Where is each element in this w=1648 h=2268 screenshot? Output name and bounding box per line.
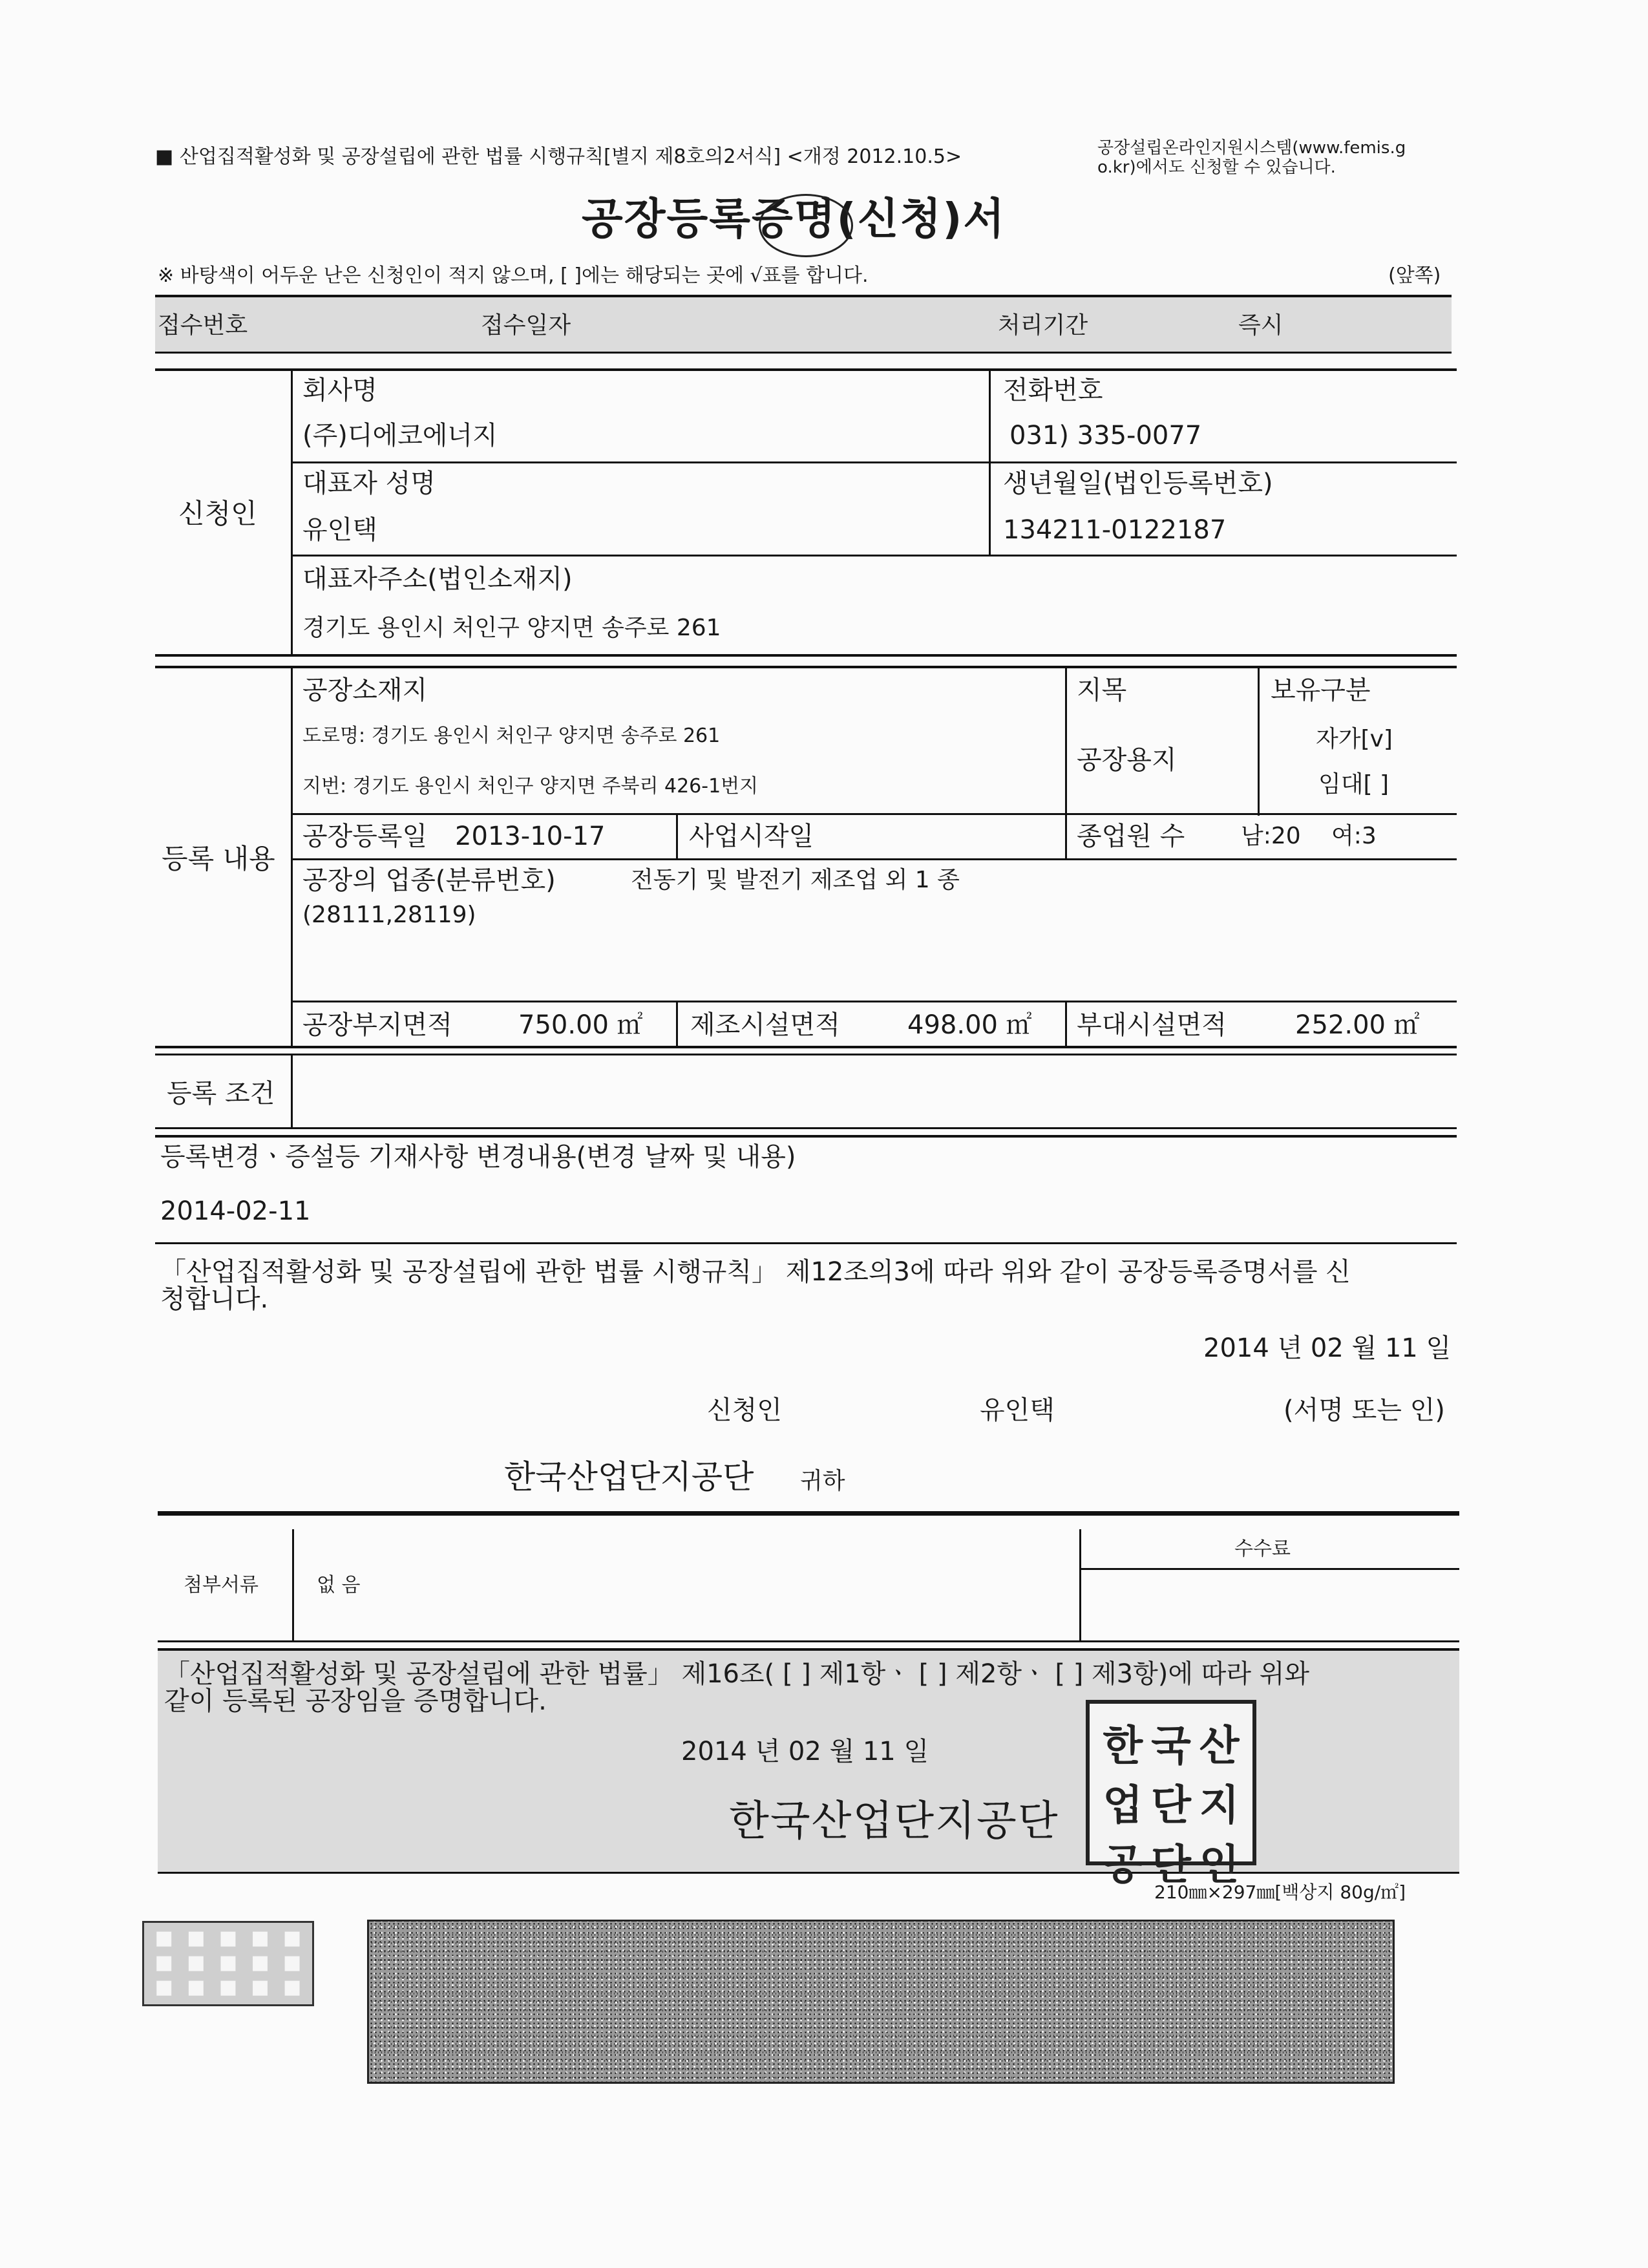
signature-note: (서명 또는 인)	[1284, 1395, 1445, 1425]
attachments-label: 첨부서류	[184, 1574, 259, 1596]
employees-female: 여:3	[1331, 823, 1377, 849]
land-category-value: 공장용지	[1077, 745, 1177, 775]
aux-area-label: 부대시설면적	[1077, 1010, 1227, 1040]
seal-char: 산	[1199, 1722, 1240, 1770]
business-start-label: 사업시작일	[689, 821, 814, 851]
declaration-line1: 「산업집적활성화 및 공장설립에 관한 법률 시행규칙」 제12조의3에 따라 위와 같이 공장등록증명서를 신	[160, 1257, 1351, 1287]
issuer-org: 한국산업단지공단	[729, 1797, 1059, 1845]
phone-label: 전화번호	[1003, 376, 1103, 405]
title-circle-mark	[759, 194, 853, 257]
security-watermark-box: ■ ■ ■ ■ ■ ■ ■ ■ ■ ■ ■ ■ ■ ■ ■	[142, 1921, 314, 2006]
address-value: 경기도 용인시 처인구 양지면 송주로 261	[302, 615, 721, 641]
processing-period-value: 즉시	[1238, 312, 1284, 339]
applicant-sign-label: 신청인	[707, 1395, 782, 1425]
certification-date: 2014 년 02 월 11 일	[681, 1737, 929, 1766]
site-area-value: 750.00 ㎡	[518, 1010, 643, 1040]
road-address: 도로명: 경기도 용인시 처인구 양지면 송주로 261	[302, 725, 721, 747]
seal-char: 단	[1151, 1841, 1191, 1889]
seal-char: 인	[1199, 1841, 1240, 1889]
change-record-value: 2014-02-11	[160, 1196, 311, 1226]
change-record-label: 등록변경ㆍ증설등 기재사항 변경내용(변경 날짜 및 내용)	[160, 1142, 796, 1172]
industry-codes: (28111,28119)	[302, 902, 476, 928]
ownership-label: 보유구분	[1271, 675, 1371, 705]
reception-date-label: 접수일자	[481, 312, 571, 339]
declaration-date: 2014 년 02 월 11 일	[1203, 1333, 1452, 1363]
employees-label: 종업원 수	[1077, 821, 1185, 851]
conditions-label: 등록 조건	[167, 1079, 275, 1108]
declaration-line2: 청합니다.	[160, 1284, 269, 1314]
reception-number-label: 접수번호	[158, 312, 248, 339]
birth-corp-number-value: 134211-0122187	[1003, 515, 1227, 545]
seal-char: 한	[1103, 1722, 1143, 1770]
online-note-line1: 공장설립온라인지원시스템(www.femis.g	[1097, 138, 1406, 158]
certification-line1: 「산업집적활성화 및 공장설립에 관한 법률」 제16조( [ ] 제1항ㆍ [ ] 제2항ㆍ [ ] 제3항)에 따라 위와	[164, 1659, 1310, 1689]
security-barcode-pattern	[367, 1920, 1395, 2084]
attachments-value: 없 음	[317, 1574, 361, 1596]
company-name-label: 회사명	[302, 376, 377, 405]
seal-char: 단	[1151, 1781, 1191, 1830]
instruction-note: ※ 바탕색이 어두운 난은 신청인이 적지 않으며, [ ]에는 해당되는 곳에 √표를 합니다.	[158, 264, 869, 287]
ownership-own: 자가[v]	[1316, 726, 1393, 752]
seal-char: 국	[1151, 1722, 1191, 1770]
applicant-sign-name: 유인택	[980, 1395, 1055, 1425]
industry-label: 공장의 업종(분류번호)	[302, 865, 556, 895]
representative-value: 유인택	[302, 515, 377, 545]
applicant-section-label: 신청인	[178, 498, 257, 529]
ownership-lease: 임대[ ]	[1318, 771, 1389, 798]
mfg-area-value: 498.00 ㎡	[907, 1010, 1032, 1040]
certification-line2: 같이 등록된 공장임을 증명합니다.	[164, 1686, 547, 1716]
seal-char: 공	[1103, 1841, 1143, 1889]
page-side-label: (앞쪽)	[1388, 264, 1441, 287]
site-area-label: 공장부지면적	[302, 1010, 452, 1040]
regulation-reference: ■ 산업집적활성화 및 공장설립에 관한 법률 시행규칙[별지 제8호의2서식] <개정 2012.10.5>	[155, 145, 962, 168]
registration-date-label: 공장등록일	[302, 821, 428, 851]
official-seal	[1086, 1700, 1256, 1889]
online-note-line2: o.kr)에서도 신청할 수 있습니다.	[1097, 158, 1336, 177]
address-label: 대표자주소(법인소재지)	[302, 564, 573, 594]
processing-period-label: 처리기간	[998, 312, 1088, 339]
recipient-org: 한국산업단지공단	[504, 1458, 754, 1496]
recipient-suffix: 귀하	[800, 1468, 845, 1494]
paper-spec: 210㎜×297㎜[백상지 80g/㎡]	[1154, 1881, 1406, 1903]
land-category-label: 지목	[1077, 675, 1127, 705]
seal-char: 지	[1199, 1781, 1240, 1830]
page-title: 공장등록증명(신청)서	[582, 194, 1006, 244]
company-name-value: (주)디에코에너지	[302, 421, 498, 450]
phone-value: 031) 335-0077	[1009, 421, 1202, 450]
birth-corp-number-label: 생년월일(법인등록번호)	[1003, 469, 1273, 498]
registration-section-label: 등록 내용	[162, 843, 275, 874]
fee-label: 수수료	[1234, 1538, 1291, 1560]
aux-area-value: 252.00 ㎡	[1295, 1010, 1420, 1040]
mfg-area-label: 제조시설면적	[690, 1010, 840, 1040]
factory-location-label: 공장소재지	[302, 675, 428, 705]
seal-char: 업	[1103, 1781, 1143, 1830]
industry-value: 전동기 및 발전기 제조업 외 1 종	[631, 867, 960, 893]
employees-male: 남:20	[1241, 823, 1301, 849]
registration-date-value: 2013-10-17	[455, 821, 606, 851]
representative-label: 대표자 성명	[302, 469, 436, 498]
lot-address: 지번: 경기도 용인시 처인구 양지면 주북리 426-1번지	[302, 775, 759, 798]
